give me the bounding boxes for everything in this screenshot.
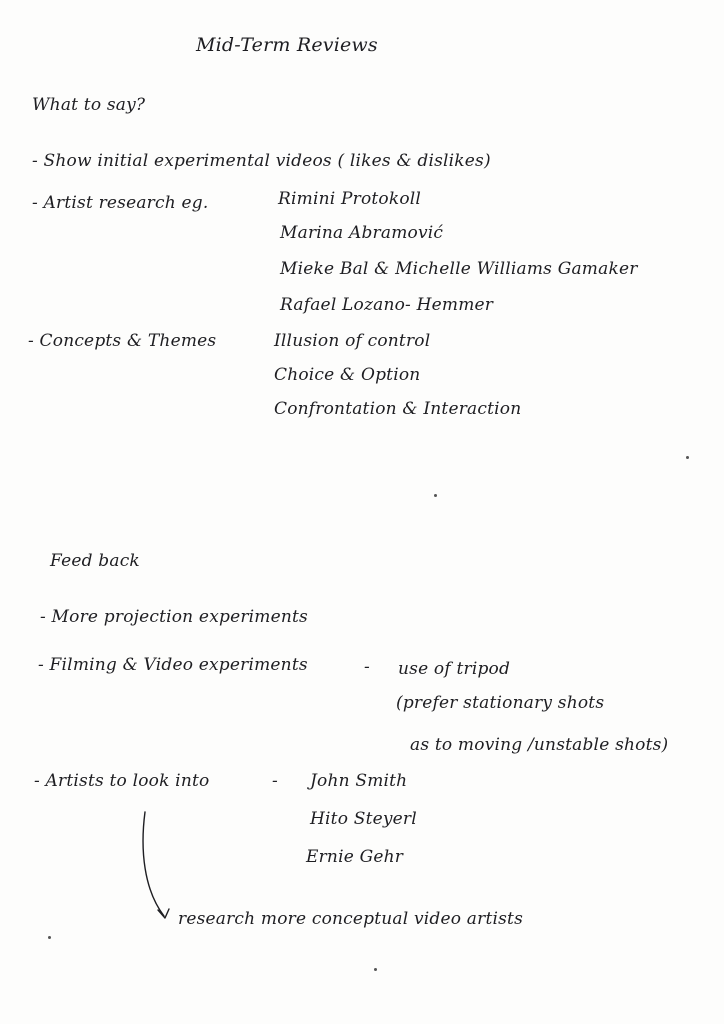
artists-label: - Artists to look into xyxy=(34,771,210,791)
artists-dash: - xyxy=(272,771,278,791)
paper-speck xyxy=(434,494,437,497)
artist-suggestion: Hito Steyerl xyxy=(310,809,417,829)
concept-item: Choice & Option xyxy=(274,365,421,385)
filming-note: (prefer stationary shots xyxy=(396,693,605,713)
filming-dash: - xyxy=(364,657,370,677)
artist-item: Rafael Lozano- Hemmer xyxy=(280,295,494,315)
concepts-label: - Concepts & Themes xyxy=(28,331,217,351)
projection-line: - More projection experiments xyxy=(40,607,308,627)
artist-suggestion: John Smith xyxy=(310,771,408,791)
filming-label: - Filming & Video experiments xyxy=(38,655,308,675)
artist-item: Rimini Protokoll xyxy=(278,189,422,209)
filming-note: as to moving /unstable shots) xyxy=(410,735,669,755)
filming-note: use of tripod xyxy=(398,659,511,679)
artist-suggestion: Ernie Gehr xyxy=(306,847,404,867)
paper-speck xyxy=(48,936,51,939)
paper-speck xyxy=(374,968,377,971)
paper-speck xyxy=(686,456,689,459)
arrow-note: research more conceptual video artists xyxy=(178,909,524,929)
artist-research-label: - Artist research eg. xyxy=(32,193,209,213)
artist-item: Mieke Bal & Michelle Williams Gamaker xyxy=(280,259,638,279)
show-videos-line: - Show initial experimental videos ( likes & dislikes) xyxy=(32,151,491,171)
what-to-say-heading: What to say? xyxy=(32,95,146,115)
concept-item: Illusion of control xyxy=(274,331,431,351)
feedback-heading: Feed back xyxy=(50,551,140,571)
artist-item: Marina Abramović xyxy=(280,223,444,243)
page-title: Mid-Term Reviews xyxy=(196,34,378,56)
concept-item: Confrontation & Interaction xyxy=(274,399,522,419)
